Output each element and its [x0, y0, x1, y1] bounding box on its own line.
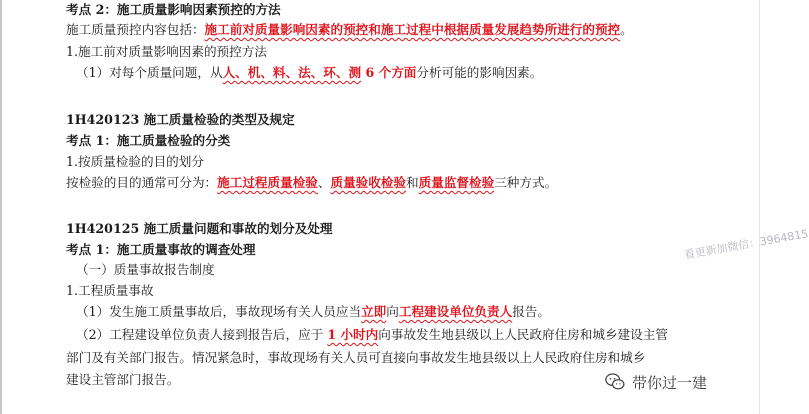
line-2: [66, 22, 633, 38]
page-right-border: [759, 0, 760, 414]
line-6: [66, 133, 230, 149]
text-segment: 1H420123 施工质量检验的类型及规定: [66, 112, 295, 127]
text-segment: 。: [620, 22, 633, 37]
line-16: [66, 372, 179, 388]
line-3: [66, 44, 267, 60]
text-segment: 向事故发生地县级以上人民政府住房和城乡建设主管: [378, 327, 668, 342]
text-segment: 施工过程质量检验: [217, 175, 318, 190]
text-segment: 立即: [361, 304, 387, 319]
line-8: [66, 175, 557, 191]
line-7: [66, 154, 204, 170]
text-segment: 6 个方面: [361, 65, 417, 80]
text-segment: 部门及有关部门报告。情况紧急时，事故现场有关人员可直接向事故发生地县级以上人民政府住房和城乡: [66, 350, 646, 365]
text-segment: 三种方式。: [494, 175, 558, 190]
line-14: [76, 327, 668, 343]
line-1: [66, 2, 281, 18]
text-segment: 人、机、料、法、环、测: [222, 65, 362, 80]
text-segment: 1H420125 施工质量问题和事故的划分及处理: [66, 221, 333, 236]
page-left-border: [0, 0, 2, 414]
line-15: [66, 350, 645, 366]
text-segment: 和: [406, 175, 419, 190]
text-segment: 考点 1：施工质量事故的调查处理: [66, 242, 256, 257]
brand-watermark: [604, 370, 707, 394]
side-watermark: 看更新加微信：3964815: [682, 227, 809, 262]
text-segment: 施工前对质量影响因素的预控和施工过程中根据质量发展趋势所进行的预控: [204, 22, 621, 37]
text-segment: 分析可能的影响因素。: [416, 65, 543, 80]
text-segment: （一）质量事故报告制度: [76, 262, 215, 277]
text-segment: 1.按质量检验的目的划分: [66, 154, 204, 169]
line-9: [66, 221, 333, 237]
text-segment: 建设主管部门报告。: [66, 372, 180, 387]
text-segment: 1.施工前对质量影响因素的预控方法: [66, 44, 267, 59]
text-segment: 考点 2：施工质量影响因素预控的方法: [66, 2, 281, 17]
line-4: [76, 65, 542, 81]
text-segment: 施工质量预控内容包括：: [66, 22, 205, 37]
text-segment: 按检验的目的通常可分为：: [66, 175, 218, 190]
text-segment: 1 小时内: [327, 327, 379, 342]
text-segment: 考点 1：施工质量检验的分类: [66, 133, 231, 148]
text-segment: （2）工程建设单位负责人接到报告后，应于: [76, 327, 328, 342]
text-segment: 工程建设单位负责人: [398, 304, 513, 319]
line-12: [66, 283, 154, 299]
line-13: [76, 304, 550, 320]
text-segment: 质量监督检验: [418, 175, 495, 190]
line-10: [66, 242, 255, 258]
brand-watermark-text: 带你过一建: [632, 373, 708, 392]
text-segment: （1）对每个质量问题，从: [76, 65, 223, 80]
text-segment: 向: [386, 304, 399, 319]
line-11: [76, 262, 215, 278]
text-segment: 、: [317, 175, 331, 190]
text-segment: 质量验收检验: [330, 175, 407, 190]
text-segment: 1.工程质量事故: [66, 283, 154, 298]
wechat-icon: [604, 371, 626, 393]
text-segment: （1）发生施工质量事故后，事故现场有关人员应当: [76, 304, 362, 319]
line-5: [66, 112, 295, 128]
text-segment: 报告。: [512, 304, 550, 319]
